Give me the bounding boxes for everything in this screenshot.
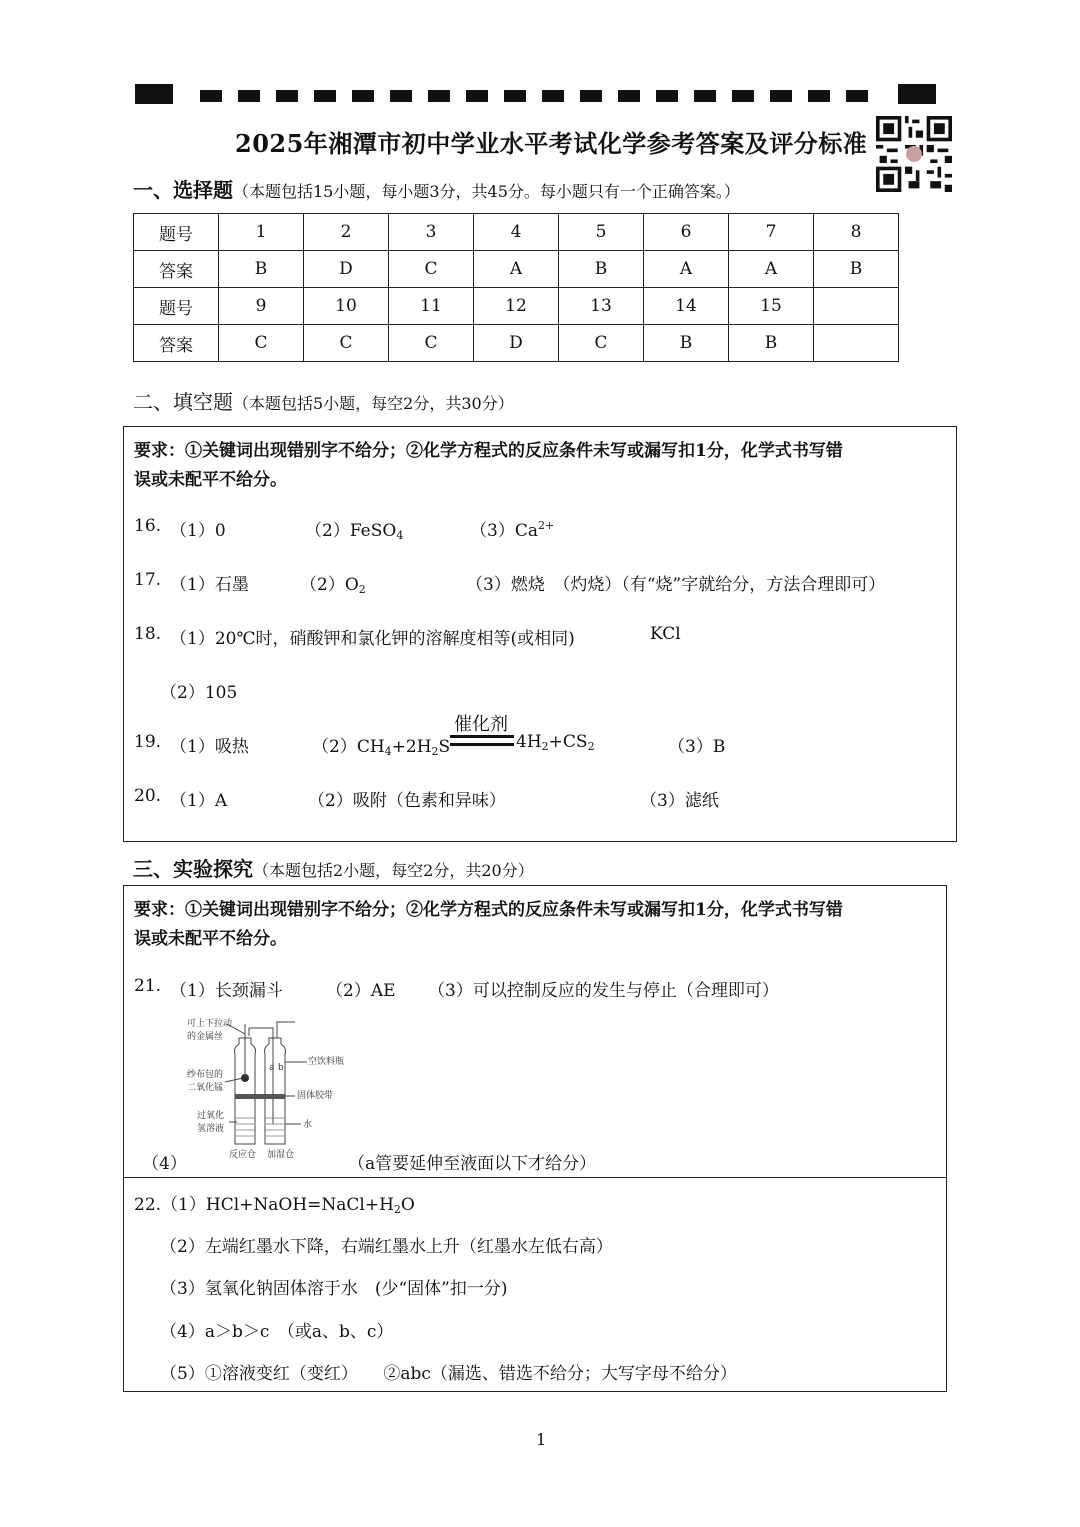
q19-equation-products: $4H_2+CS_2$ xyxy=(516,732,595,753)
table-cell: 5 xyxy=(559,214,644,251)
section2-note: （本题包括5小题，每空2分，共30分） xyxy=(233,394,514,413)
diagram-label: 空饮料瓶 xyxy=(308,1057,345,1067)
table-cell: 6 xyxy=(644,214,729,251)
table-cell: A xyxy=(729,251,814,288)
table-cell: 14 xyxy=(644,288,729,325)
table-row xyxy=(134,214,899,251)
q20-answer-3: （3）滤纸 xyxy=(640,791,719,811)
q21-answer-4: （4） xyxy=(142,1154,187,1174)
q18-answer-2: （2）105 xyxy=(160,683,238,703)
q16-answer-2: （2）FeSO$_4$ xyxy=(305,521,404,542)
q16-number: 16. xyxy=(134,516,162,536)
q22-answer-5: （5）①溶液变红（变红） ②abc（漏选、错选不给分；大写字母不给分） xyxy=(160,1364,737,1384)
diagram-label: 加湿仓 xyxy=(267,1150,295,1160)
q19-reaction-condition: 催化剂 xyxy=(454,714,508,735)
q21-answer-4-note: （a管要延伸至液面以下才给分） xyxy=(348,1154,597,1174)
section3-title: 三、实验探究 xyxy=(133,857,253,881)
requirement-line: 误或未配平不给分。 xyxy=(134,470,287,490)
q17-answer-2: $(2)O_2$ xyxy=(300,575,366,596)
q22-answer-1: $22.(1)HCl+NaOH=NaCl+H_2O$ xyxy=(134,1195,415,1216)
diagram-label: 反应仓 xyxy=(229,1150,257,1160)
q22-answer-3: （3）氢氧化钠固体溶于水 (少“固体”扣一分) xyxy=(160,1279,508,1299)
equation-bar xyxy=(450,735,514,738)
q17-number: 17. xyxy=(134,570,162,590)
section1-note: （本题包括15小题，每小题3分，共45分。每小题只有一个正确答案。） xyxy=(233,182,740,201)
table-row xyxy=(134,251,899,288)
table-cell: 8 xyxy=(814,214,899,251)
q16-answer-3: $(3)Ca^{2+}$ xyxy=(470,519,555,541)
table-cell: 题号 xyxy=(134,288,219,325)
q19-equation-reactants: $(2)CH_4+2H_2S$ xyxy=(312,737,451,758)
section3-requirement xyxy=(134,896,843,954)
scan-mark-left xyxy=(135,84,173,104)
q20-number: 20. xyxy=(134,786,162,806)
table-cell: D xyxy=(474,325,559,362)
section2-heading xyxy=(133,386,514,415)
page-number: 1 xyxy=(536,1430,547,1449)
diagram-label: 的金属丝 xyxy=(187,1032,224,1042)
section2-title: 二、填空题 xyxy=(133,390,233,414)
section3-note: （本题包括2小题，每空2分，共20分） xyxy=(253,861,534,880)
section1-heading xyxy=(133,174,740,203)
table-cell: C xyxy=(559,325,644,362)
q17-answer-3: （3）燃烧 （灼烧）（有“烧”字就给分，方法合理即可） xyxy=(466,575,886,595)
diagram-label: 过氧化 xyxy=(197,1111,225,1121)
diagram-label: 固体胶带 xyxy=(297,1091,334,1101)
table-cell: 12 xyxy=(474,288,559,325)
diagram-label: a xyxy=(269,1063,275,1073)
section3-heading xyxy=(133,853,534,882)
q20-answer-2: （2）吸附（色素和异味） xyxy=(308,791,506,811)
table-cell: 答案 xyxy=(134,325,219,362)
diagram-label: 可上下拉动 xyxy=(187,1019,233,1029)
equation-bar xyxy=(450,743,514,746)
table-cell: 3 xyxy=(389,214,474,251)
q18-number: 18. xyxy=(134,624,162,644)
q17-answer-1: （1）石墨 xyxy=(170,575,249,595)
scan-mark-right xyxy=(898,84,936,104)
table-cell: 15 xyxy=(729,288,814,325)
diagram-label: b xyxy=(278,1063,284,1073)
table-cell: 10 xyxy=(304,288,389,325)
table-cell: D xyxy=(304,251,389,288)
diagram-label: 水 xyxy=(303,1120,313,1130)
q21-answer-2: （2）AE xyxy=(326,981,396,1001)
table-cell: 13 xyxy=(559,288,644,325)
table-cell: 11 xyxy=(389,288,474,325)
diagram-label: 纱布包的 xyxy=(187,1070,224,1080)
section1-title: 一、选择题 xyxy=(133,178,233,202)
table-cell: 7 xyxy=(729,214,814,251)
q21-answer-1: （1）长颈漏斗 xyxy=(170,981,283,1001)
table-cell: 2 xyxy=(304,214,389,251)
requirement-line: 误或未配平不给分。 xyxy=(134,929,287,949)
q22-answer-4: （4）a＞b＞c （或a、b、c） xyxy=(160,1322,394,1342)
q16-answer-1: （1）0 xyxy=(170,521,226,541)
q18-answer-1: （1）20℃时，硝酸钾和氯化钾的溶解度相等(或相同) xyxy=(170,629,575,649)
table-row xyxy=(134,288,899,325)
q21-number: 21. xyxy=(134,976,162,996)
section2-requirement xyxy=(134,437,843,495)
qr-code-icon[interactable] xyxy=(876,116,952,192)
q19-answer-3: （3）B xyxy=(668,737,726,757)
table-cell: B xyxy=(644,325,729,362)
table-cell: 答案 xyxy=(134,251,219,288)
table-cell: B xyxy=(814,251,899,288)
table-cell: B xyxy=(219,251,304,288)
answer-table xyxy=(133,213,899,362)
table-cell xyxy=(814,325,899,362)
table-cell: B xyxy=(559,251,644,288)
q20-answer-1: （1）A xyxy=(170,791,228,811)
q18-answer-1b: KCl xyxy=(650,624,681,644)
table-cell xyxy=(814,288,899,325)
table-cell: A xyxy=(474,251,559,288)
page-title: 2025年湘潭市初中学业水平考试化学参考答案及评分标准 xyxy=(235,129,868,158)
table-cell: C xyxy=(389,325,474,362)
q19-number: 19. xyxy=(134,732,162,752)
requirement-line: 要求：①关键词出现错别字不给分；②化学方程式的反应条件未写或漏写扣1分，化学式书写错 xyxy=(134,441,843,461)
table-cell: C xyxy=(219,325,304,362)
table-cell: 4 xyxy=(474,214,559,251)
diagram-label: 氢溶液 xyxy=(197,1124,225,1134)
q22-answer-2: （2）左端红墨水下降，右端红墨水上升（红墨水左低右高） xyxy=(160,1237,613,1257)
diagram-label: 二氧化锰 xyxy=(187,1083,224,1093)
q21-answer-3: （3）可以控制反应的发生与停止（合理即可） xyxy=(428,981,779,1001)
table-cell: 9 xyxy=(219,288,304,325)
table-row xyxy=(134,325,899,362)
table-cell: A xyxy=(644,251,729,288)
table-cell: C xyxy=(304,325,389,362)
table-cell: 1 xyxy=(219,214,304,251)
apparatus-diagram xyxy=(185,1014,355,1164)
table-cell: C xyxy=(389,251,474,288)
q19-answer-1: （1）吸热 xyxy=(170,737,249,757)
table-cell: 题号 xyxy=(134,214,219,251)
requirement-line: 要求：①关键词出现错别字不给分；②化学方程式的反应条件未写或漏写扣1分，化学式书写错 xyxy=(134,900,843,920)
table-cell: B xyxy=(729,325,814,362)
section3-divider xyxy=(123,1177,946,1178)
